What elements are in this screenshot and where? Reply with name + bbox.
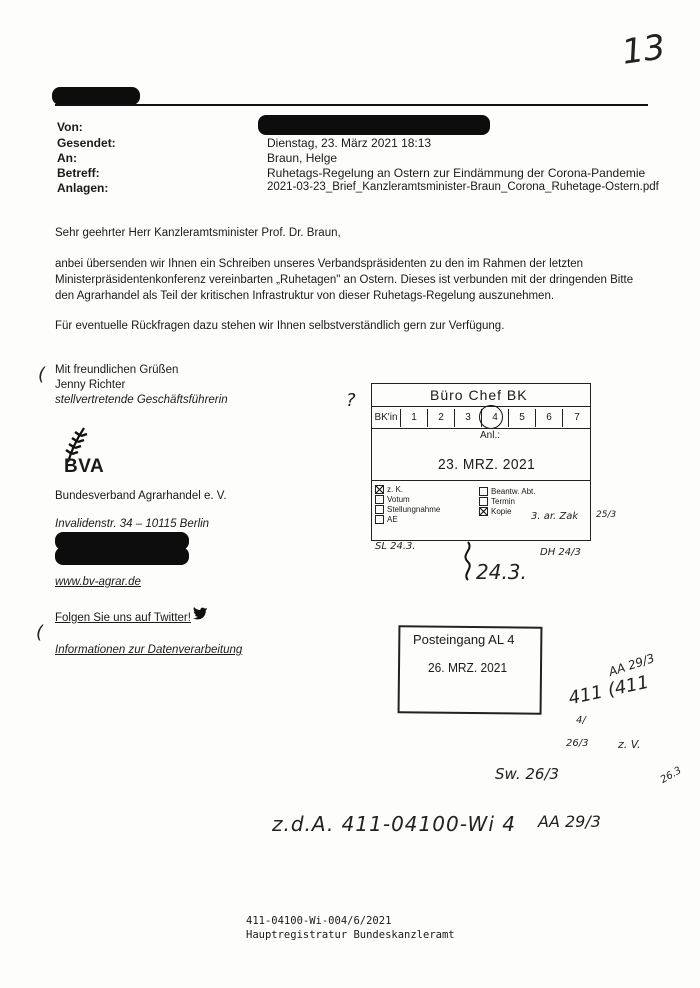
kopie-fraction: 25/3 xyxy=(596,510,617,520)
big-date-note: 24.3. xyxy=(476,560,527,584)
stamp-anl: Anl.: xyxy=(480,430,501,441)
signer-name: Jenny Richter xyxy=(55,379,126,391)
checkbox-checked-icon xyxy=(375,485,384,494)
paragraph-1-line-1: anbei übersenden wir Ihnen ein Schreiben unseres Verbandspräsidenten zu den im Rahmen der letzten xyxy=(55,258,584,270)
sw-note: Sw. 26/3 xyxy=(495,765,560,783)
stamp-cell-2: 2 xyxy=(428,409,455,427)
checkbox-icon xyxy=(375,505,384,514)
website-link[interactable]: www.bv-agrar.de xyxy=(55,576,141,588)
checkbox-icon xyxy=(375,515,384,524)
option-beantw-label: Beantw. Abt. xyxy=(491,487,536,496)
al4-stamp-title: Posteingang AL 4 xyxy=(413,632,515,647)
checkbox-icon xyxy=(375,495,384,504)
twitter-link[interactable]: Folgen Sie uns auf Twitter! xyxy=(55,612,191,624)
option-termin-label: Termin xyxy=(491,497,516,506)
registry-office: Hauptregistratur Bundeskanzleramt xyxy=(246,929,455,941)
subject-value: Ruhetags-Regelung an Ostern zur Eindämmung der Corona-Pandemie xyxy=(267,166,646,180)
sent-value: Dienstag, 23. März 2021 18:13 xyxy=(267,136,432,150)
stamp-date: 23. MRZ. 2021 xyxy=(438,456,536,473)
to-value: Braun, Helge xyxy=(267,151,338,165)
paragraph-2: Für eventuelle Rückfragen dazu stehen wir Ihnen selbstverständlich gern zur Verfügung. xyxy=(55,320,505,332)
stamp-options-right xyxy=(479,487,535,517)
attachments-label: Anlagen: xyxy=(57,181,109,195)
page-number-mark: 13 xyxy=(619,27,668,73)
stamp-side-mark: ? xyxy=(346,390,356,411)
checkbox-icon xyxy=(479,487,488,496)
org-name: Bundesverband Agrarhandel e. V. xyxy=(55,490,227,502)
signer-role: stellvertretende Geschäftsführerin xyxy=(55,394,228,406)
subject-label: Betreff: xyxy=(57,166,100,180)
stamp-cell-5: 5 xyxy=(509,409,536,427)
stamp-cell-7: 7 xyxy=(574,412,580,423)
sent-label: Gesendet: xyxy=(57,136,116,150)
option-kopie-label: Kopie xyxy=(491,507,512,516)
option-zk-label: z. K. xyxy=(387,485,404,494)
org-address: Invalidenstr. 34 – 10115 Berlin xyxy=(55,518,210,530)
option-votum-label: Votum xyxy=(387,495,410,504)
fraction-top-note: AA 29/3 xyxy=(606,651,657,679)
stamp-cell-6: 6 xyxy=(536,409,563,427)
closing: Mit freundlichen Grüßen xyxy=(55,364,179,376)
stamp-cell-1: 1 xyxy=(401,409,428,427)
option-stellungnahme-label: Stellungnahme xyxy=(387,505,441,514)
small-note-2: 26/3 xyxy=(566,738,589,749)
stamp-row-label: BK'in xyxy=(372,409,401,427)
option-beantw xyxy=(479,487,535,497)
cell-4-circle xyxy=(479,405,503,429)
header-rule xyxy=(55,104,648,106)
salutation: Sehr geehrter Herr Kanzleramtsminister Prof. Dr. Braun, xyxy=(55,227,341,239)
margin-bracket-1: ( xyxy=(38,364,46,385)
from-label: Von: xyxy=(57,120,83,134)
to-label: An: xyxy=(57,151,77,165)
stamp-cells-rule xyxy=(371,428,591,429)
al4-stamp-date: 26. MRZ. 2021 xyxy=(428,660,508,675)
stamp-title-rule xyxy=(371,406,591,407)
checkbox-checked-icon xyxy=(479,507,488,516)
bva-logo xyxy=(58,422,114,480)
stamp-cell-3: 3 xyxy=(455,409,482,427)
option-ae-label: AE xyxy=(387,515,398,524)
small-note-3: 26.3 xyxy=(658,765,684,786)
option-votum xyxy=(375,495,440,505)
option-zk xyxy=(375,485,440,495)
file-reference-fraction: AA 29/3 xyxy=(538,812,601,831)
logo-text: BVA xyxy=(64,456,105,477)
paragraph-1-line-2: Ministerpräsidentenkonferenz vereinbarten „Ruhetagen" an Ostern. Dieses ist verbunden mit der dringenden Bitte xyxy=(55,274,634,286)
stamp-date-rule xyxy=(371,480,591,481)
kopie-note: 3. ar. Zak xyxy=(531,511,579,522)
twitter-bird-icon[interactable] xyxy=(192,606,208,625)
paragraph-1-line-3: den Agrarhandel als Teil der kritischen Infrastruktur von dieser Ruhetags-Regelung auszunehmen. xyxy=(55,290,555,302)
redaction-contact-2 xyxy=(55,547,189,565)
option-ae xyxy=(375,515,440,525)
kv-note: z. V. xyxy=(618,738,641,751)
redaction-from-value xyxy=(258,115,490,135)
sl-note: SL 24.3. xyxy=(375,541,416,552)
stamp-options-left xyxy=(375,485,440,525)
small-note-1: 4/ xyxy=(576,715,586,726)
stamp-title: Büro Chef BK xyxy=(430,387,528,403)
checkbox-icon xyxy=(479,497,488,506)
attachments-value[interactable]: 2021-03-23_Brief_Kanzleramtsminister-Braun_Corona_Ruhetage-Ostern.pdf xyxy=(267,181,659,193)
redaction-sender-top xyxy=(52,87,140,105)
option-kopie xyxy=(479,507,535,517)
stamp-cell-4-circled: 4 xyxy=(482,409,509,427)
privacy-link[interactable]: Informationen zur Datenverarbeitung xyxy=(55,644,243,656)
file-reference-note: z.d.A. 411-04100-Wi 4 xyxy=(272,812,516,836)
registry-number: 411-04100-Wi-004/6/2021 xyxy=(246,915,392,927)
option-stellungnahme xyxy=(375,505,440,515)
margin-bracket-2: ( xyxy=(36,622,44,643)
ref-top-note: 411 (411 xyxy=(566,671,651,710)
handwritten-squiggle xyxy=(458,540,478,587)
dh-note: DH 24/3 xyxy=(540,547,581,558)
option-termin xyxy=(479,497,535,507)
